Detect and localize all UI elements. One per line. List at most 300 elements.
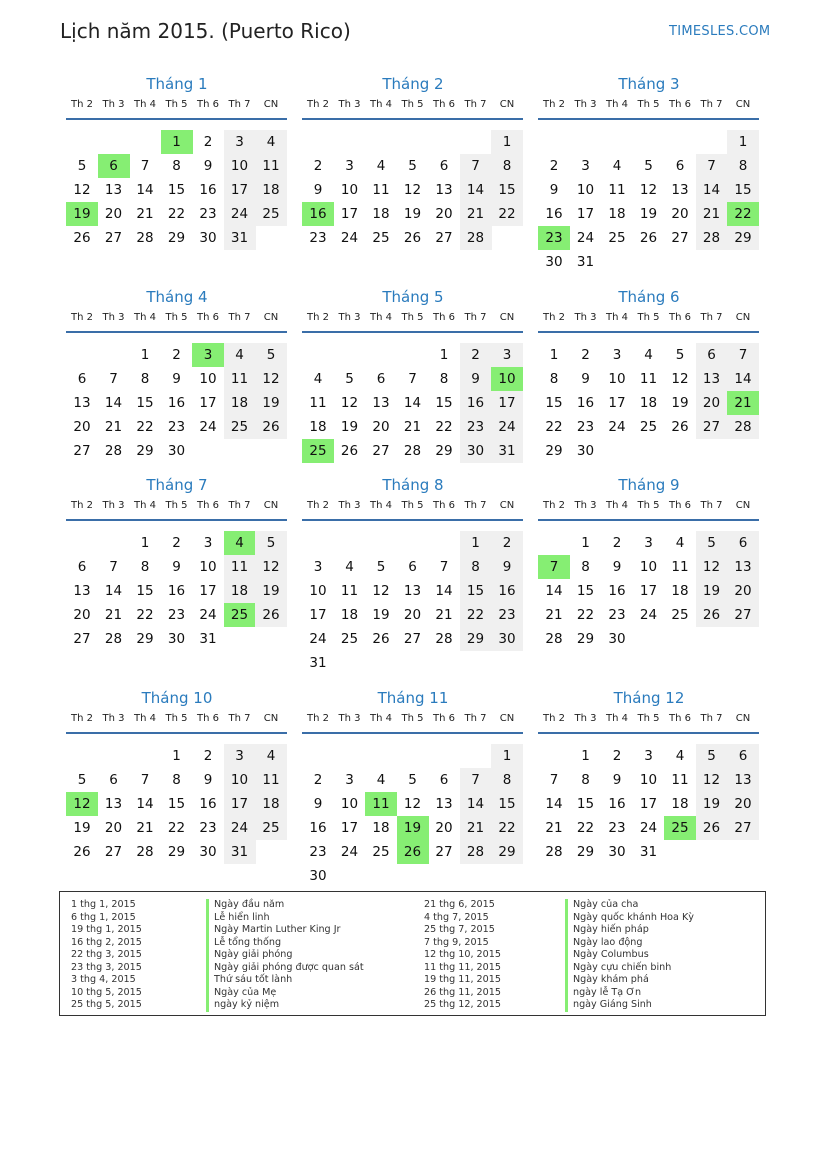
weekend-day-cell[interactable]: 18 [224, 579, 256, 603]
weekend-day-cell[interactable]: 3 [224, 130, 256, 154]
holiday-day-cell[interactable]: 7 [538, 555, 570, 579]
weekend-day-cell[interactable]: 31 [224, 840, 256, 864]
day-cell[interactable]: 24 [199, 419, 217, 435]
day-cell[interactable]: 24 [199, 607, 217, 623]
day-cell[interactable]: 16 [576, 395, 595, 411]
day-cell[interactable]: 4 [376, 772, 386, 788]
day-cell[interactable]: 14 [435, 583, 453, 599]
day-cell[interactable]: 14 [545, 796, 563, 812]
day-cell[interactable]: 1 [549, 347, 559, 363]
day-cell[interactable]: 17 [639, 583, 658, 599]
day-cell[interactable]: 26 [372, 631, 390, 647]
weekend-day-cell[interactable]: 1 [491, 744, 523, 768]
day-cell[interactable]: 2 [549, 158, 559, 174]
weekend-day-cell[interactable]: 2 [460, 343, 492, 367]
day-cell[interactable]: 3 [345, 158, 354, 174]
holiday-day-cell[interactable]: 25 [224, 603, 256, 627]
day-cell[interactable]: 29 [435, 443, 453, 459]
day-cell[interactable]: 7 [140, 772, 150, 788]
day-cell[interactable]: 2 [313, 158, 323, 174]
day-cell[interactable]: 9 [172, 371, 181, 387]
day-cell[interactable]: 21 [136, 206, 154, 222]
day-cell[interactable]: 8 [581, 559, 590, 575]
day-cell[interactable]: 29 [136, 443, 154, 459]
day-cell[interactable]: 14 [104, 395, 123, 411]
day-cell[interactable]: 13 [104, 182, 123, 198]
weekend-day-cell[interactable]: 4 [255, 744, 287, 768]
day-cell[interactable]: 1 [581, 535, 590, 551]
day-cell[interactable]: 30 [608, 631, 626, 647]
day-cell[interactable]: 29 [167, 844, 186, 860]
day-cell[interactable]: 30 [199, 230, 217, 246]
day-cell[interactable]: 10 [576, 182, 595, 198]
day-cell[interactable]: 22 [136, 607, 154, 623]
weekend-day-cell[interactable]: 25 [255, 816, 287, 840]
day-cell[interactable]: 2 [313, 772, 323, 788]
weekend-day-cell[interactable]: 31 [224, 226, 256, 250]
day-cell[interactable]: 17 [639, 796, 658, 812]
day-cell[interactable]: 16 [608, 796, 626, 812]
day-cell[interactable]: 11 [372, 182, 390, 198]
day-cell[interactable]: 9 [172, 559, 181, 575]
day-cell[interactable]: 15 [136, 395, 154, 411]
day-cell[interactable]: 12 [639, 182, 658, 198]
day-cell[interactable]: 8 [140, 559, 150, 575]
day-cell[interactable]: 22 [576, 607, 595, 623]
day-cell[interactable]: 28 [435, 631, 453, 647]
weekend-day-cell[interactable]: 3 [224, 744, 256, 768]
weekend-day-cell[interactable]: 10 [224, 768, 256, 792]
weekend-day-cell[interactable]: 27 [727, 603, 759, 627]
day-cell[interactable]: 5 [408, 772, 417, 788]
weekend-day-cell[interactable]: 15 [460, 579, 492, 603]
day-cell[interactable]: 26 [639, 230, 658, 246]
weekend-day-cell[interactable]: 20 [727, 579, 759, 603]
weekend-day-cell[interactable]: 1 [491, 130, 523, 154]
day-cell[interactable]: 30 [545, 254, 563, 270]
weekend-day-cell[interactable]: 17 [491, 391, 523, 415]
weekend-day-cell[interactable]: 11 [224, 555, 256, 579]
day-cell[interactable]: 4 [644, 347, 653, 363]
day-cell[interactable]: 4 [345, 559, 354, 575]
weekend-day-cell[interactable]: 5 [255, 531, 287, 555]
day-cell[interactable]: 16 [545, 206, 563, 222]
day-cell[interactable]: 3 [644, 535, 653, 551]
day-cell[interactable]: 1 [439, 347, 449, 363]
day-cell[interactable]: 27 [403, 631, 422, 647]
day-cell[interactable]: 16 [309, 820, 327, 836]
holiday-day-cell[interactable]: 16 [302, 202, 334, 226]
day-cell[interactable]: 30 [167, 443, 186, 459]
weekend-day-cell[interactable]: 17 [224, 178, 256, 202]
day-cell[interactable]: 21 [435, 607, 453, 623]
day-cell[interactable]: 17 [199, 395, 217, 411]
day-cell[interactable]: 11 [639, 371, 658, 387]
day-cell[interactable]: 31 [199, 631, 217, 647]
weekend-day-cell[interactable]: 7 [460, 154, 492, 178]
day-cell[interactable]: 6 [376, 371, 386, 387]
day-cell[interactable]: 26 [671, 419, 689, 435]
day-cell[interactable]: 6 [675, 158, 685, 174]
weekend-day-cell[interactable]: 7 [696, 154, 728, 178]
weekend-day-cell[interactable]: 2 [491, 531, 523, 555]
weekend-day-cell[interactable]: 15 [491, 178, 523, 202]
day-cell[interactable]: 5 [345, 371, 354, 387]
day-cell[interactable]: 17 [576, 206, 595, 222]
day-cell[interactable]: 7 [109, 559, 118, 575]
day-cell[interactable]: 7 [439, 559, 449, 575]
day-cell[interactable]: 3 [612, 347, 622, 363]
weekend-day-cell[interactable]: 12 [696, 768, 728, 792]
weekend-day-cell[interactable]: 18 [255, 792, 287, 816]
weekend-day-cell[interactable]: 12 [255, 555, 287, 579]
weekend-day-cell[interactable]: 28 [727, 415, 759, 439]
weekend-day-cell[interactable]: 31 [491, 439, 523, 463]
day-cell[interactable]: 12 [372, 583, 390, 599]
day-cell[interactable]: 16 [199, 796, 217, 812]
day-cell[interactable]: 10 [608, 371, 626, 387]
day-cell[interactable]: 1 [140, 347, 150, 363]
weekend-day-cell[interactable]: 21 [696, 202, 728, 226]
day-cell[interactable]: 28 [104, 443, 123, 459]
day-cell[interactable]: 18 [372, 206, 390, 222]
day-cell[interactable]: 10 [199, 371, 217, 387]
day-cell[interactable]: 24 [340, 844, 359, 860]
day-cell[interactable]: 19 [340, 419, 359, 435]
holiday-day-cell[interactable]: 12 [66, 792, 98, 816]
day-cell[interactable]: 17 [309, 607, 327, 623]
day-cell[interactable]: 14 [136, 182, 154, 198]
day-cell[interactable]: 14 [545, 583, 563, 599]
weekend-day-cell[interactable]: 6 [727, 531, 759, 555]
day-cell[interactable]: 9 [313, 796, 323, 812]
day-cell[interactable]: 22 [167, 206, 186, 222]
day-cell[interactable]: 1 [140, 535, 150, 551]
day-cell[interactable]: 15 [435, 395, 453, 411]
site-link[interactable]: TIMESLES.COM [669, 24, 771, 39]
day-cell[interactable]: 10 [309, 583, 327, 599]
day-cell[interactable]: 22 [576, 820, 595, 836]
day-cell[interactable]: 28 [136, 230, 154, 246]
day-cell[interactable]: 2 [581, 347, 590, 363]
day-cell[interactable]: 22 [167, 820, 186, 836]
weekend-day-cell[interactable]: 24 [491, 415, 523, 439]
day-cell[interactable]: 3 [313, 559, 323, 575]
weekend-day-cell[interactable]: 13 [727, 555, 759, 579]
weekend-day-cell[interactable]: 18 [224, 391, 256, 415]
day-cell[interactable]: 14 [136, 796, 154, 812]
day-cell[interactable]: 31 [639, 844, 658, 860]
day-cell[interactable]: 23 [309, 230, 327, 246]
weekend-day-cell[interactable]: 6 [696, 343, 728, 367]
weekend-day-cell[interactable]: 15 [727, 178, 759, 202]
day-cell[interactable]: 6 [439, 772, 449, 788]
day-cell[interactable]: 6 [109, 772, 118, 788]
day-cell[interactable]: 17 [608, 395, 626, 411]
day-cell[interactable]: 30 [608, 844, 626, 860]
day-cell[interactable]: 11 [671, 559, 689, 575]
day-cell[interactable]: 21 [403, 419, 422, 435]
weekend-day-cell[interactable]: 8 [460, 555, 492, 579]
day-cell[interactable]: 25 [372, 844, 390, 860]
day-cell[interactable]: 8 [140, 371, 150, 387]
weekend-day-cell[interactable]: 17 [224, 792, 256, 816]
day-cell[interactable]: 5 [77, 158, 87, 174]
weekend-day-cell[interactable]: 18 [255, 178, 287, 202]
weekend-day-cell[interactable]: 19 [696, 792, 728, 816]
weekend-day-cell[interactable]: 4 [255, 130, 287, 154]
day-cell[interactable]: 18 [639, 395, 658, 411]
day-cell[interactable]: 20 [104, 820, 123, 836]
holiday-day-cell[interactable]: 22 [727, 202, 759, 226]
day-cell[interactable]: 16 [608, 583, 626, 599]
day-cell[interactable]: 12 [671, 371, 689, 387]
day-cell[interactable]: 15 [576, 796, 595, 812]
weekend-day-cell[interactable]: 5 [255, 343, 287, 367]
day-cell[interactable]: 21 [545, 607, 563, 623]
weekend-day-cell[interactable]: 1 [460, 531, 492, 555]
day-cell[interactable]: 24 [639, 820, 658, 836]
day-cell[interactable]: 31 [309, 655, 327, 671]
day-cell[interactable]: 4 [675, 535, 685, 551]
day-cell[interactable]: 9 [612, 772, 622, 788]
weekend-day-cell[interactable]: 22 [491, 816, 523, 840]
day-cell[interactable]: 29 [167, 230, 186, 246]
holiday-day-cell[interactable]: 23 [538, 226, 570, 250]
day-cell[interactable]: 7 [549, 772, 559, 788]
day-cell[interactable]: 4 [313, 371, 323, 387]
day-cell[interactable]: 25 [608, 230, 626, 246]
day-cell[interactable]: 21 [545, 820, 563, 836]
day-cell[interactable]: 20 [671, 206, 689, 222]
day-cell[interactable]: 29 [545, 443, 563, 459]
holiday-day-cell[interactable]: 26 [397, 840, 429, 864]
weekend-day-cell[interactable]: 4 [224, 343, 256, 367]
weekend-day-cell[interactable]: 3 [491, 343, 523, 367]
day-cell[interactable]: 9 [581, 371, 590, 387]
day-cell[interactable]: 28 [403, 443, 422, 459]
weekend-day-cell[interactable]: 7 [460, 768, 492, 792]
day-cell[interactable]: 6 [439, 158, 449, 174]
weekend-day-cell[interactable]: 21 [460, 202, 492, 226]
day-cell[interactable]: 20 [435, 820, 453, 836]
day-cell[interactable]: 1 [581, 748, 590, 764]
weekend-day-cell[interactable]: 16 [491, 579, 523, 603]
weekend-day-cell[interactable]: 14 [727, 367, 759, 391]
day-cell[interactable]: 30 [309, 868, 327, 884]
weekend-day-cell[interactable]: 20 [727, 792, 759, 816]
weekend-day-cell[interactable]: 5 [696, 744, 728, 768]
day-cell[interactable]: 5 [376, 559, 386, 575]
day-cell[interactable]: 15 [167, 796, 186, 812]
weekend-day-cell[interactable]: 29 [491, 840, 523, 864]
day-cell[interactable]: 20 [73, 607, 91, 623]
day-cell[interactable]: 18 [340, 607, 359, 623]
weekend-day-cell[interactable]: 13 [727, 768, 759, 792]
day-cell[interactable]: 11 [309, 395, 327, 411]
day-cell[interactable]: 13 [435, 796, 453, 812]
day-cell[interactable]: 23 [199, 206, 217, 222]
weekend-day-cell[interactable]: 14 [460, 178, 492, 202]
day-cell[interactable]: 27 [372, 443, 390, 459]
day-cell[interactable]: 24 [608, 419, 626, 435]
holiday-day-cell[interactable]: 25 [302, 439, 334, 463]
day-cell[interactable]: 8 [172, 772, 181, 788]
day-cell[interactable]: 23 [576, 419, 595, 435]
day-cell[interactable]: 30 [576, 443, 595, 459]
weekend-day-cell[interactable]: 16 [460, 391, 492, 415]
day-cell[interactable]: 19 [73, 820, 91, 836]
day-cell[interactable]: 27 [435, 844, 453, 860]
day-cell[interactable]: 12 [340, 395, 359, 411]
weekend-day-cell[interactable]: 8 [491, 768, 523, 792]
day-cell[interactable]: 1 [172, 748, 181, 764]
weekend-day-cell[interactable]: 10 [224, 154, 256, 178]
day-cell[interactable]: 24 [576, 230, 595, 246]
day-cell[interactable]: 10 [639, 559, 658, 575]
day-cell[interactable]: 9 [612, 559, 622, 575]
day-cell[interactable]: 19 [671, 395, 689, 411]
day-cell[interactable]: 13 [73, 395, 91, 411]
day-cell[interactable]: 13 [435, 182, 453, 198]
weekend-day-cell[interactable]: 22 [460, 603, 492, 627]
day-cell[interactable]: 4 [612, 158, 622, 174]
day-cell[interactable]: 27 [104, 844, 123, 860]
holiday-day-cell[interactable]: 19 [66, 202, 98, 226]
day-cell[interactable]: 26 [73, 230, 91, 246]
day-cell[interactable]: 20 [372, 419, 390, 435]
weekend-day-cell[interactable]: 13 [696, 367, 728, 391]
day-cell[interactable]: 15 [576, 583, 595, 599]
day-cell[interactable]: 5 [644, 158, 653, 174]
weekend-day-cell[interactable]: 19 [255, 579, 287, 603]
day-cell[interactable]: 30 [167, 631, 186, 647]
day-cell[interactable]: 18 [372, 820, 390, 836]
day-cell[interactable]: 26 [340, 443, 359, 459]
day-cell[interactable]: 26 [73, 844, 91, 860]
weekend-day-cell[interactable]: 19 [696, 579, 728, 603]
day-cell[interactable]: 3 [644, 748, 653, 764]
day-cell[interactable]: 9 [203, 772, 213, 788]
day-cell[interactable]: 19 [639, 206, 658, 222]
day-cell[interactable]: 18 [608, 206, 626, 222]
day-cell[interactable]: 2 [203, 748, 213, 764]
day-cell[interactable]: 21 [104, 607, 123, 623]
day-cell[interactable]: 2 [203, 134, 213, 150]
day-cell[interactable]: 8 [439, 371, 449, 387]
day-cell[interactable]: 15 [136, 583, 154, 599]
day-cell[interactable]: 29 [576, 844, 595, 860]
day-cell[interactable]: 12 [403, 796, 422, 812]
day-cell[interactable]: 20 [73, 419, 91, 435]
day-cell[interactable]: 28 [136, 844, 154, 860]
day-cell[interactable]: 7 [109, 371, 118, 387]
day-cell[interactable]: 16 [199, 182, 217, 198]
weekend-day-cell[interactable]: 28 [460, 840, 492, 864]
day-cell[interactable]: 28 [545, 631, 563, 647]
day-cell[interactable]: 14 [104, 583, 123, 599]
holiday-day-cell[interactable]: 25 [664, 816, 696, 840]
weekend-day-cell[interactable]: 27 [696, 415, 728, 439]
day-cell[interactable]: 23 [199, 820, 217, 836]
weekend-day-cell[interactable]: 26 [696, 816, 728, 840]
day-cell[interactable]: 5 [408, 158, 417, 174]
day-cell[interactable]: 7 [408, 371, 417, 387]
weekend-day-cell[interactable]: 1 [727, 130, 759, 154]
day-cell[interactable]: 3 [581, 158, 590, 174]
day-cell[interactable]: 27 [73, 631, 91, 647]
day-cell[interactable]: 16 [167, 395, 186, 411]
day-cell[interactable]: 24 [340, 230, 359, 246]
weekend-day-cell[interactable]: 19 [255, 391, 287, 415]
day-cell[interactable]: 27 [73, 443, 91, 459]
day-cell[interactable]: 9 [313, 182, 323, 198]
day-cell[interactable]: 11 [671, 772, 689, 788]
weekend-day-cell[interactable]: 23 [460, 415, 492, 439]
day-cell[interactable]: 2 [172, 347, 181, 363]
day-cell[interactable]: 28 [104, 631, 123, 647]
day-cell[interactable]: 12 [403, 182, 422, 198]
day-cell[interactable]: 26 [403, 230, 422, 246]
weekend-day-cell[interactable]: 24 [224, 202, 256, 226]
day-cell[interactable]: 11 [608, 182, 626, 198]
day-cell[interactable]: 20 [403, 607, 422, 623]
day-cell[interactable]: 4 [376, 158, 386, 174]
day-cell[interactable]: 27 [104, 230, 123, 246]
day-cell[interactable]: 2 [172, 535, 181, 551]
day-cell[interactable]: 29 [576, 631, 595, 647]
holiday-day-cell[interactable]: 21 [727, 391, 759, 415]
day-cell[interactable]: 14 [403, 395, 422, 411]
day-cell[interactable]: 25 [671, 607, 689, 623]
day-cell[interactable]: 17 [199, 583, 217, 599]
weekend-day-cell[interactable]: 7 [727, 343, 759, 367]
day-cell[interactable]: 25 [639, 419, 658, 435]
day-cell[interactable]: 18 [671, 583, 689, 599]
day-cell[interactable]: 30 [199, 844, 217, 860]
day-cell[interactable]: 20 [104, 206, 123, 222]
weekend-day-cell[interactable]: 24 [224, 816, 256, 840]
day-cell[interactable]: 5 [77, 772, 87, 788]
day-cell[interactable]: 13 [372, 395, 390, 411]
day-cell[interactable]: 15 [545, 395, 563, 411]
day-cell[interactable]: 4 [675, 748, 685, 764]
day-cell[interactable]: 27 [671, 230, 689, 246]
day-cell[interactable]: 25 [372, 230, 390, 246]
holiday-day-cell[interactable]: 3 [192, 343, 224, 367]
holiday-day-cell[interactable]: 6 [98, 154, 130, 178]
weekend-day-cell[interactable]: 12 [696, 555, 728, 579]
day-cell[interactable]: 6 [408, 559, 417, 575]
weekend-day-cell[interactable]: 8 [727, 154, 759, 178]
weekend-day-cell[interactable]: 25 [224, 415, 256, 439]
day-cell[interactable]: 19 [372, 607, 390, 623]
day-cell[interactable]: 3 [203, 535, 213, 551]
day-cell[interactable]: 21 [104, 419, 123, 435]
weekend-day-cell[interactable]: 22 [491, 202, 523, 226]
weekend-day-cell[interactable]: 14 [460, 792, 492, 816]
day-cell[interactable]: 29 [136, 631, 154, 647]
day-cell[interactable]: 10 [639, 772, 658, 788]
day-cell[interactable]: 24 [309, 631, 327, 647]
day-cell[interactable]: 11 [340, 583, 359, 599]
day-cell[interactable]: 17 [340, 206, 359, 222]
day-cell[interactable]: 8 [581, 772, 590, 788]
day-cell[interactable]: 5 [675, 347, 685, 363]
day-cell[interactable]: 24 [639, 607, 658, 623]
weekend-day-cell[interactable]: 26 [255, 603, 287, 627]
weekend-day-cell[interactable]: 21 [460, 816, 492, 840]
